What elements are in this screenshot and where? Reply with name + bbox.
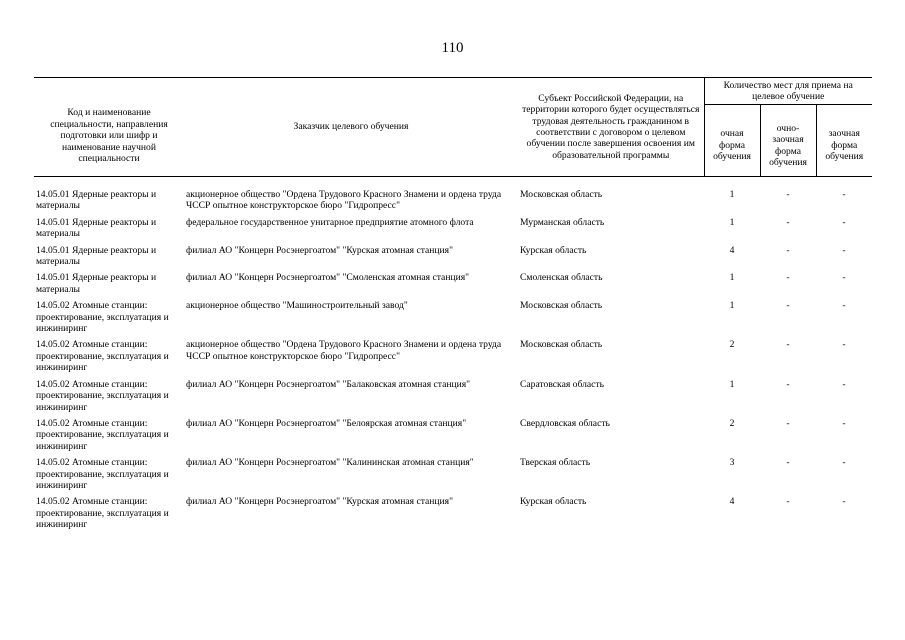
cell-part-time: - — [786, 216, 790, 228]
header-extramural: заочная форма обучения — [816, 105, 872, 177]
table-row — [34, 189, 872, 217]
table-row — [34, 418, 872, 457]
cell-region: Московская область — [520, 300, 603, 312]
cell-part-time: - — [786, 272, 790, 284]
header-specialty: Код и наименование специальности, направления подготовки или шифр и наименование научной специальности — [34, 78, 184, 177]
cell-full-time: 1 — [729, 216, 735, 228]
header-region: Субъект Российской Федерации, на территории которого будет осуществляться трудовая деятельность гражданином в соответствии с договором о целевом обучении после завершения освоения им образовательной программы — [518, 78, 704, 177]
cell-full-time: 1 — [729, 378, 735, 390]
cell-part-time: - — [786, 189, 790, 200]
table-row — [34, 300, 872, 339]
cell-part-time: - — [786, 244, 790, 256]
cell-region: Свердловская область — [520, 417, 610, 429]
cell-part-time: - — [786, 300, 790, 312]
cell-full-time: 4 — [729, 244, 735, 256]
cell-specialty: 14.05.02 Атомные станции: проектирование, эксплуатация и инжиниринг — [36, 339, 169, 374]
cell-extramural: - — [842, 417, 846, 429]
cell-customer: федеральное государственное унитарное предприятие атомного флота — [186, 216, 474, 228]
table-row — [34, 379, 872, 418]
cell-extramural: - — [842, 244, 846, 256]
table-row — [34, 339, 872, 378]
target-training-table — [34, 77, 872, 536]
cell-customer: акционерное общество "Машиностроительный завод" — [186, 300, 408, 312]
cell-full-time: 1 — [729, 189, 735, 200]
cell-region: Смоленская область — [520, 272, 603, 284]
header-full-time: очная форма обучения — [704, 105, 760, 177]
cell-customer: филиал АО "Концерн Росэнергоатом" "Балаковская атомная станция" — [186, 378, 471, 390]
cell-specialty: 14.05.02 Атомные станции: проектирование, эксплуатация и инжиниринг — [36, 300, 169, 335]
cell-extramural: - — [842, 496, 846, 508]
page-number: 110 — [441, 40, 464, 56]
table-row — [34, 245, 872, 273]
cell-full-time: 1 — [729, 300, 735, 312]
header-customer: Заказчик целевого обучения — [184, 78, 518, 177]
cell-region: Московская область — [520, 339, 603, 351]
cell-extramural: - — [842, 378, 846, 390]
cell-extramural: - — [842, 300, 846, 312]
cell-extramural: - — [842, 272, 846, 284]
cell-part-time: - — [786, 417, 790, 429]
cell-region: Курская область — [520, 244, 587, 256]
cell-customer: филиал АО "Концерн Росэнергоатом" "Курская атомная станция" — [186, 244, 454, 256]
cell-extramural: - — [842, 216, 846, 228]
cell-full-time: 3 — [729, 457, 735, 469]
cell-region: Московская область — [520, 189, 603, 200]
cell-full-time: 2 — [729, 339, 735, 351]
cell-part-time: - — [786, 339, 790, 351]
cell-full-time: 4 — [729, 496, 735, 508]
table-row — [34, 272, 872, 300]
cell-specialty: 14.05.01 Ядерные реакторы и материалы — [36, 244, 157, 268]
cell-extramural: - — [842, 189, 846, 200]
table-row — [34, 457, 872, 496]
cell-customer: акционерное общество "Ордена Трудового Красного Знамени и ордена труда ЧССР опытное конструкторское бюро "Гидропресс" — [186, 339, 502, 362]
header-places: Количество мест для приема на целевое обучение — [704, 78, 872, 105]
cell-specialty: 14.05.01 Ядерные реакторы и материалы — [36, 272, 157, 295]
cell-specialty: 14.05.02 Атомные станции: проектирование, эксплуатация и инжиниринг — [36, 457, 169, 491]
cell-region: Саратовская область — [520, 378, 604, 390]
table-row — [34, 496, 872, 535]
cell-customer: филиал АО "Концерн Росэнергоатом" "Смоленская атомная станция" — [186, 272, 470, 284]
cell-specialty: 14.05.02 Атомные станции: проектирование, эксплуатация и инжиниринг — [36, 417, 169, 452]
cell-extramural: - — [842, 339, 846, 351]
cell-specialty: 14.05.02 Атомные станции: проектирование, эксплуатация и инжиниринг — [36, 496, 169, 531]
cell-specialty: 14.05.01 Ядерные реакторы и материалы — [36, 216, 157, 240]
cell-extramural: - — [842, 457, 846, 469]
cell-part-time: - — [786, 496, 790, 508]
cell-specialty: 14.05.01 Ядерные реакторы и материалы — [36, 189, 157, 212]
cell-part-time: - — [786, 457, 790, 469]
cell-region: Мурманская область — [520, 216, 605, 228]
cell-specialty: 14.05.02 Атомные станции: проектирование, эксплуатация и инжиниринг — [36, 378, 169, 413]
cell-full-time: 1 — [729, 272, 735, 284]
cell-region: Курская область — [520, 496, 587, 508]
cell-customer: филиал АО "Концерн Росэнергоатом" "Калининская атомная станция" — [186, 457, 474, 469]
cell-part-time: - — [786, 378, 790, 390]
cell-full-time: 2 — [729, 417, 735, 429]
table-row — [34, 217, 872, 245]
header-part-time: очно-заочная форма обучения — [760, 105, 816, 177]
cell-customer: филиал АО "Концерн Росэнергоатом" "Белоярская атомная станция" — [186, 417, 467, 429]
cell-customer: акционерное общество "Ордена Трудового Красного Знамени и ордена труда ЧССР опытное конструкторское бюро "Гидропресс" — [186, 189, 502, 212]
cell-region: Тверская область — [520, 457, 591, 469]
cell-customer: филиал АО "Концерн Росэнергоатом" "Курская атомная станция" — [186, 496, 454, 508]
